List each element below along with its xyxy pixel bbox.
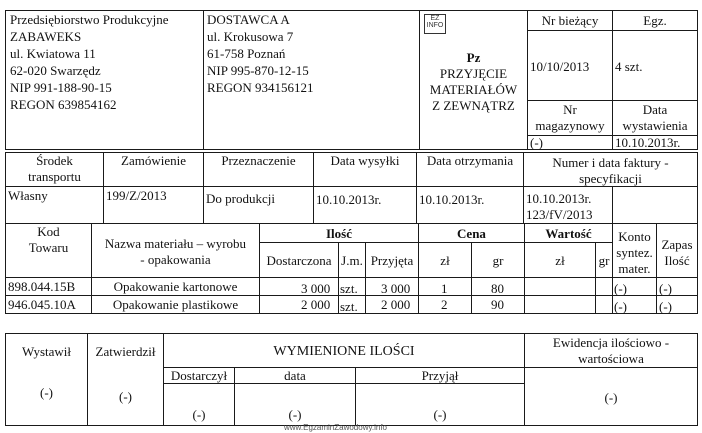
- nr-label: Nr bieżący: [541, 13, 599, 28]
- item-price-zl: 2: [441, 297, 448, 312]
- code-header-2: Towaru: [28, 240, 69, 255]
- item-value-gr-cell: [595, 277, 613, 296]
- warehouse-value: (-): [530, 135, 543, 150]
- seller-city: 62-020 Swarzędz: [10, 63, 101, 78]
- order-value: 199/Z/2013: [106, 188, 167, 203]
- item-value-zl-cell: [524, 277, 596, 296]
- issue-label-1: Data: [642, 102, 668, 117]
- invoice-header-2: specyfikacji: [579, 171, 642, 186]
- approved-label: Zatwierdził: [95, 344, 156, 359]
- qty-header: Ilość: [326, 226, 352, 241]
- delivered-header: Dostarczona: [266, 253, 332, 268]
- warehouse-label-1: Nr: [563, 102, 577, 117]
- item-code: 946.045.10A: [8, 297, 76, 312]
- price-zl-header: zł: [440, 253, 450, 268]
- item-account: (-): [614, 281, 627, 296]
- item-accepted: 3 000: [381, 281, 411, 296]
- invoice-header-1: Numer i data faktury -: [552, 155, 669, 170]
- doc-title-3: Z ZEWNĄTRZ: [432, 98, 515, 113]
- purpose-header: Przeznaczenie: [221, 153, 296, 168]
- logo-icon: EZ INFO: [424, 14, 446, 34]
- value-zl-header: zł: [555, 253, 565, 268]
- transport-header-2: transportu: [28, 169, 81, 184]
- issued-label: Wystawił: [21, 344, 72, 359]
- seller-street: ul. Kwiatowa 11: [10, 46, 96, 61]
- seller-regon: REGON 639854162: [10, 97, 117, 112]
- doc-title-2: MATERIAŁÓW: [429, 82, 518, 97]
- issue-value: 10.10.2013r.: [615, 135, 681, 150]
- shipped-header: Data wysyłki: [330, 153, 400, 168]
- name-header-2: - opakowania: [140, 252, 211, 267]
- warehouse-label-2: magazynowy: [535, 118, 605, 133]
- name-header-1: Nazwa materiału – wyrobu: [104, 236, 247, 251]
- delivered-value: (-): [192, 407, 206, 422]
- item-name: Opakowanie kartonowe: [113, 279, 238, 294]
- delivered-label: Dostarczył: [170, 368, 228, 383]
- code-header-1: Kod: [37, 224, 60, 239]
- item-value-zl-cell: [524, 295, 596, 314]
- accepted-header: Przyjęta: [370, 253, 414, 268]
- value-header: Wartość: [545, 226, 592, 241]
- price-gr-header: gr: [492, 253, 504, 268]
- records-header-2: wartościowa: [578, 351, 644, 366]
- supplier-regon: REGON 934156121: [207, 80, 314, 95]
- item-accepted: 2 000: [381, 297, 411, 312]
- item-price-zl: 1: [441, 281, 448, 296]
- invoice-number: 123/fV/2013: [526, 207, 593, 222]
- account-header-3: mater.: [618, 261, 651, 276]
- received-header: Data otrzymania: [426, 153, 514, 168]
- supplier-name: DOSTAWCA A: [207, 12, 290, 27]
- doc-code: Pz: [466, 50, 481, 65]
- item-unit: szt.: [340, 299, 358, 314]
- supplier-street: ul. Krokusowa 7: [207, 29, 294, 44]
- issued-value: (-): [40, 385, 53, 400]
- accepted-value: (-): [433, 407, 447, 422]
- item-stock: (-): [659, 281, 672, 296]
- item-stock: (-): [659, 299, 672, 314]
- item-unit: szt.: [340, 281, 358, 296]
- invoice-extra-cell: [612, 186, 698, 224]
- accepted-label: Przyjął: [421, 368, 459, 383]
- item-account: (-): [614, 299, 627, 314]
- seller-nip: NIP 991-188-90-15: [10, 80, 112, 95]
- shipped-value: 10.10.2013r.: [316, 192, 382, 207]
- account-header-1: Konto: [618, 229, 651, 244]
- account-header-2: syntez.: [616, 245, 653, 260]
- copy-label: Egz.: [643, 13, 667, 28]
- seller-name-2: ZABAWEKS: [10, 29, 82, 44]
- records-header-1: Ewidencja ilościowo -: [552, 335, 670, 350]
- invoice-date: 10.10.2013r.: [526, 191, 592, 206]
- watermark: www.EgzaminZawodowy.info: [284, 423, 388, 432]
- item-value-gr-cell: [595, 295, 613, 314]
- supplier-nip: NIP 995-870-12-15: [207, 63, 309, 78]
- transport-value: Własny: [8, 188, 48, 203]
- purpose-value: Do produkcji: [206, 191, 275, 206]
- item-name: Opakowanie plastikowe: [112, 297, 239, 312]
- date-value: (-): [288, 407, 302, 422]
- copy-value: 4 szt.: [615, 59, 643, 74]
- seller-name-1: Przedsiębiorstwo Produkcyjne: [10, 12, 169, 27]
- approved-value: (-): [119, 389, 132, 404]
- nr-value: 10/10/2013: [530, 59, 590, 74]
- exchanged-header: WYMIENIONE ILOŚCI: [273, 344, 415, 359]
- item-price-gr: 90: [491, 297, 504, 312]
- received-value: 10.10.2013r.: [419, 192, 485, 207]
- doc-title-1: PRZYJĘCIE: [439, 66, 508, 81]
- item-price-gr: 80: [491, 281, 504, 296]
- records-value: (-): [604, 390, 618, 405]
- item-delivered: 2 000: [301, 297, 331, 312]
- price-header: Cena: [457, 226, 486, 241]
- stock-header-1: Zapas: [661, 237, 693, 252]
- value-gr-header: gr: [598, 253, 610, 268]
- item-code: 898.044.15B: [8, 279, 76, 294]
- order-header: Zamówienie: [121, 153, 186, 168]
- item-delivered: 3 000: [301, 281, 331, 296]
- date-label: data: [284, 368, 306, 383]
- transport-header-1: Środek: [36, 153, 73, 168]
- supplier-city: 61-758 Poznań: [207, 46, 286, 61]
- unit-header: J.m.: [341, 253, 363, 268]
- stock-header-2: Ilość: [664, 253, 690, 268]
- issue-label-2: wystawienia: [622, 118, 688, 133]
